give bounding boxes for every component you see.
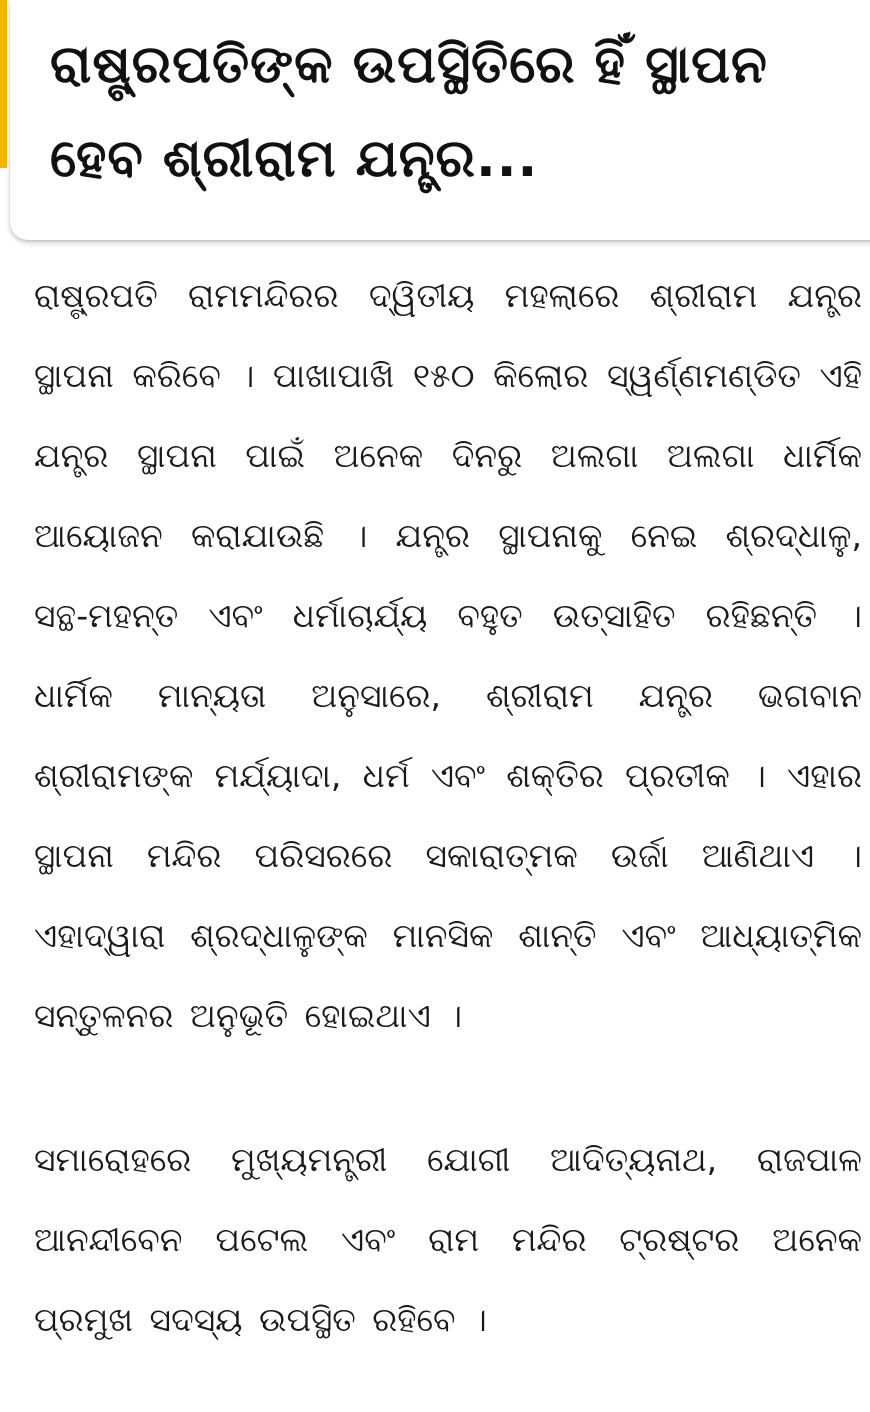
- headline: ରାଷ୍ଟ୍ରପତିଙ୍କ ଉପସ୍ଥିତିରେ ହିଁ ସ୍ଥାପନ ହେବ ଶ୍ରୀରାମ ଯନ୍ତ୍ର...: [50, 35, 768, 189]
- article-body: [34, 256, 862, 1360]
- accent-bar: [0, 0, 7, 168]
- headline-card: [10, 0, 870, 240]
- paragraph-1: ରାଷ୍ଟ୍ରପତି ରାମମନ୍ଦିରର ଦ୍ୱିତୀୟ ମହଲାରେ ଶ୍ରୀରାମ ଯନ୍ତ୍ର ସ୍ଥାପନା କରିବେ । ପାଖାପାଖି ୧୫୦ କିଲୋର ସ୍ୱର୍ଣ୍ଣମଣ୍ଡିତ ଏହି ଯନ୍ତ୍ର ସ୍ଥାପନା ପାଇଁ ଅନେକ ଦିନରୁ ଅଲଗା ଅଲଗା ଧାର୍ମିକ ଆୟୋଜନ କରାଯାଉଛି । ଯନ୍ତ୍ର ସ୍ଥାପନାକୁ ନେଇ ଶ୍ରଦ୍ଧାଳୁ, ସନ୍ଥ-ମହନ୍ତ ଏବଂ ଧର୍ମାଚାର୍ଯ୍ୟ ବହୁତ ଉତ୍ସାହିତ ରହିଛନ୍ତି । ଧାର୍ମିକ ମାନ୍ୟତା ଅନୁସାରେ, ଶ୍ରୀରାମ ଯନ୍ତ୍ର ଭଗବାନ ଶ୍ରୀରାମଙ୍କ ମର୍ଯ୍ୟାଦା, ଧର୍ମ ଏବଂ ଶକ୍ତିର ପ୍ରତୀକ । ଏହାର ସ୍ଥାପନା ମନ୍ଦିର ପରିସରରେ ସକାରାତ୍ମକ ଉର୍ଜା ଆଣିଥାଏ । ଏହାଦ୍ୱାରା ଶ୍ରଦ୍ଧାଳୁଙ୍କ ମାନସିକ ଶାନ୍ତି ଏବଂ ଆଧ୍ୟାତ୍ମିକ ସନ୍ତୁଳନର ଅନୁଭୂତି ହୋଇଥାଏ ।: [34, 276, 862, 1035]
- paragraph-2: ସମାରୋହରେ ମୁଖ୍ୟମନ୍ତ୍ରୀ ଯୋଗୀ ଆଦିତ୍ୟନାଥ, ରାଜପାଳ ଆନନ୍ଦୀବେନ ପଟେଲ ଏବଂ ରାମ ମନ୍ଦିର ଟ୍ରଷ୍ଟର ଅନେକ ପ୍ରମୁଖ ସଦସ୍ୟ ଉପସ୍ଥିତ ରହିବେ ।: [34, 1140, 862, 1339]
